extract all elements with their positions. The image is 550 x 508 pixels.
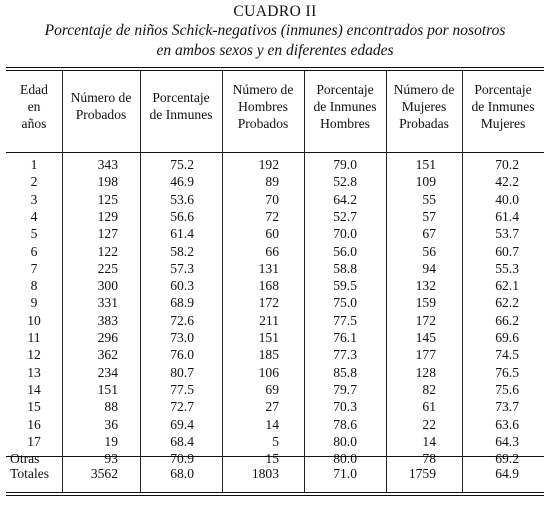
totals-porcentaje-hombres: 71.0	[333, 466, 357, 481]
table-caption	[0, 2, 550, 61]
row-14-edad: 14	[27, 381, 41, 397]
row-18-numero-mujeres: 78	[422, 451, 436, 467]
row-1-porcentaje-hombres: 79.0	[333, 157, 357, 172]
header-rule	[6, 152, 544, 153]
row-12-porcentaje-inmunes: 76.0	[170, 347, 194, 363]
row-13-porcentaje-hombres: 85.8	[333, 364, 357, 380]
header-edad	[6, 81, 62, 132]
row-8-edad: 8	[30, 278, 38, 294]
row-12-numero-probados: 362	[97, 347, 118, 363]
header-line: Número de	[393, 82, 455, 97]
row-8-numero-mujeres: 132	[415, 278, 436, 294]
header-line: Número de	[232, 82, 294, 97]
row-12-porcentaje-mujeres: 74.5	[495, 347, 519, 363]
table-title: CUADRO II	[233, 3, 317, 20]
header-line: Mujeres	[480, 116, 526, 131]
row-9-porcentaje-mujeres: 62.2	[495, 295, 519, 311]
row-2-porcentaje-hombres: 52.8	[333, 174, 357, 190]
row-7-porcentaje-inmunes: 57.3	[170, 260, 194, 276]
header-line: en	[27, 99, 41, 114]
row-11-edad: 11	[27, 330, 41, 345]
row-10-numero-hombres: 211	[259, 312, 279, 328]
row-6-numero-probados: 122	[97, 243, 118, 259]
row-6-numero-mujeres: 56	[422, 243, 436, 259]
row-17-numero-probados: 19	[104, 433, 118, 449]
header-line: de Inmunes	[313, 99, 377, 114]
row-2-numero-hombres: 89	[265, 174, 279, 190]
row-4-porcentaje-inmunes: 56.6	[170, 208, 194, 224]
row-6-porcentaje-mujeres: 60.7	[495, 243, 519, 259]
header-line: Probadas	[399, 116, 449, 131]
row-6-numero-hombres: 66	[265, 243, 279, 259]
header-line: años	[21, 116, 47, 131]
row-1-numero-hombres: 192	[258, 157, 279, 172]
row-1-edad: 1	[30, 157, 38, 172]
row-9-numero-hombres: 172	[258, 295, 279, 311]
row-15-porcentaje-inmunes: 72.7	[170, 399, 194, 415]
row-12-numero-mujeres: 177	[415, 347, 436, 363]
row-11-porcentaje-hombres: 76.1	[333, 330, 357, 345]
row-3-numero-hombres: 70	[265, 191, 279, 207]
header-line: de Inmunes	[471, 99, 535, 114]
row-12-edad: 12	[27, 347, 41, 363]
row-13-porcentaje-inmunes: 80.7	[170, 364, 194, 380]
bottom-double-rule	[6, 492, 544, 496]
header-line: Porcentaje	[152, 90, 210, 105]
row-8-porcentaje-mujeres: 62.1	[495, 278, 519, 294]
row-15-porcentaje-hombres: 70.3	[333, 399, 357, 415]
header-line: de Inmunes	[149, 107, 213, 122]
row-4-edad: 4	[30, 208, 38, 224]
row-10-edad: 10	[27, 312, 41, 328]
row-5-porcentaje-mujeres: 53.7	[495, 226, 519, 242]
row-7-numero-probados: 225	[97, 260, 118, 276]
header-numero-probados	[62, 89, 140, 123]
row-9-numero-probados: 331	[97, 295, 118, 311]
row-5-porcentaje-inmunes: 61.4	[170, 226, 194, 242]
row-15-numero-hombres: 27	[265, 399, 279, 415]
row-8-numero-hombres: 168	[258, 278, 279, 294]
row-10-numero-mujeres: 172	[415, 312, 436, 328]
row-9-porcentaje-hombres: 75.0	[333, 295, 357, 311]
row-13-edad: 13	[27, 364, 41, 380]
row-14-porcentaje-hombres: 79.7	[333, 381, 357, 397]
header-line: Mujeres	[401, 99, 447, 114]
row-7-porcentaje-hombres: 58.8	[333, 260, 357, 276]
row-4-porcentaje-mujeres: 61.4	[495, 208, 519, 224]
totals-numero-probados: 3562	[90, 466, 118, 481]
row-6-porcentaje-hombres: 56.0	[333, 243, 357, 259]
totals-numero-hombres: 1803	[251, 466, 279, 481]
row-8-numero-probados: 300	[97, 278, 118, 294]
row-16-porcentaje-inmunes: 69.4	[170, 416, 194, 432]
row-17-porcentaje-hombres: 80.0	[333, 433, 357, 449]
row-1-porcentaje-inmunes: 75.2	[170, 157, 194, 172]
header-porcentaje-mujeres	[462, 81, 544, 132]
row-14-porcentaje-inmunes: 77.5	[170, 381, 194, 397]
row-3-porcentaje-inmunes: 53.6	[170, 191, 194, 207]
row-7-edad: 7	[30, 260, 38, 276]
row-5-edad: 5	[30, 226, 38, 242]
row-3-numero-probados: 125	[97, 191, 118, 207]
row-9-porcentaje-inmunes: 68.9	[170, 295, 194, 311]
row-15-porcentaje-mujeres: 73.7	[495, 399, 519, 415]
header-line: Porcentaje	[474, 82, 532, 97]
row-16-numero-probados: 36	[104, 416, 118, 432]
row-10-porcentaje-mujeres: 66.2	[495, 312, 519, 328]
row-4-numero-probados: 129	[97, 208, 118, 224]
row-11-porcentaje-mujeres: 69.6	[495, 330, 519, 345]
row-2-numero-probados: 198	[97, 174, 118, 190]
totals-numero-mujeres: 1759	[408, 466, 436, 481]
row-16-porcentaje-hombres: 78.6	[333, 416, 357, 432]
header-line: Edad	[20, 82, 48, 97]
row-7-numero-hombres: 131	[258, 260, 279, 276]
row-16-numero-mujeres: 22	[422, 416, 436, 432]
header-numero-mujeres	[386, 81, 462, 132]
row-11-numero-probados: 296	[97, 330, 118, 345]
row-2-numero-mujeres: 109	[415, 174, 436, 190]
row-14-numero-probados: 151	[97, 381, 118, 397]
row-14-numero-mujeres: 82	[422, 381, 436, 397]
row-18-edad: Otras	[10, 451, 40, 467]
header-line: Número de	[70, 90, 132, 105]
totals-porcentaje-inmunes: 68.0	[170, 466, 194, 481]
row-5-numero-mujeres: 67	[422, 226, 436, 242]
row-5-porcentaje-hombres: 70.0	[333, 226, 357, 242]
row-14-porcentaje-mujeres: 75.6	[495, 381, 519, 397]
row-13-numero-mujeres: 128	[415, 364, 436, 380]
header-line: Hombres	[238, 99, 288, 114]
row-15-edad: 15	[27, 399, 41, 415]
row-15-numero-probados: 88	[104, 399, 118, 415]
row-3-porcentaje-mujeres: 40.0	[495, 191, 519, 207]
row-1-numero-mujeres: 151	[415, 157, 436, 172]
row-17-numero-mujeres: 14	[422, 433, 436, 449]
row-5-numero-probados: 127	[97, 226, 118, 242]
row-9-edad: 9	[30, 295, 38, 311]
row-2-porcentaje-inmunes: 46.9	[170, 174, 194, 190]
row-10-porcentaje-hombres: 77.5	[333, 312, 357, 328]
row-13-numero-probados: 234	[97, 364, 118, 380]
row-18-numero-hombres: 15	[265, 451, 279, 467]
row-16-edad: 16	[27, 416, 41, 432]
row-18-porcentaje-mujeres: 69.2	[495, 451, 519, 467]
totals-edad: Totales	[10, 466, 50, 481]
header-line: Porcentaje	[316, 82, 374, 97]
header-line: Probados	[237, 116, 289, 131]
row-3-edad: 3	[30, 191, 38, 207]
row-16-porcentaje-mujeres: 63.6	[495, 416, 519, 432]
row-2-edad: 2	[30, 174, 38, 190]
row-16-numero-hombres: 14	[265, 416, 279, 432]
row-10-numero-probados: 383	[97, 312, 118, 328]
row-8-porcentaje-inmunes: 60.3	[170, 278, 194, 294]
row-17-porcentaje-inmunes: 68.4	[170, 433, 194, 449]
row-17-numero-hombres: 5	[272, 433, 279, 449]
row-18-porcentaje-inmunes: 70.9	[170, 451, 194, 467]
row-13-porcentaje-mujeres: 76.5	[495, 364, 519, 380]
row-4-numero-hombres: 72	[265, 208, 279, 224]
row-9-numero-mujeres: 159	[415, 295, 436, 311]
row-6-edad: 6	[30, 243, 38, 259]
row-2-porcentaje-mujeres: 42.2	[495, 174, 519, 190]
row-5-numero-hombres: 60	[265, 226, 279, 242]
totals-porcentaje-mujeres: 64.9	[495, 466, 519, 481]
header-porcentaje-inmunes	[140, 89, 222, 123]
row-4-porcentaje-hombres: 52.7	[333, 208, 357, 224]
row-18-numero-probados: 93	[104, 451, 118, 467]
row-12-porcentaje-hombres: 77.3	[333, 347, 357, 363]
row-3-porcentaje-hombres: 64.2	[333, 191, 357, 207]
row-1-porcentaje-mujeres: 70.2	[495, 157, 519, 172]
row-1-numero-probados: 343	[97, 157, 118, 172]
row-8-porcentaje-hombres: 59.5	[333, 278, 357, 294]
row-4-numero-mujeres: 57	[422, 208, 436, 224]
table-subtitle-line-1: Porcentaje de niños Schick-negativos (inmunes) encontrados por nosotros	[44, 22, 506, 39]
header-line: Hombres	[320, 116, 370, 131]
header-porcentaje-hombres	[304, 81, 386, 132]
row-11-numero-mujeres: 145	[415, 330, 436, 345]
row-13-numero-hombres: 106	[258, 364, 279, 380]
header-line: Probados	[75, 107, 127, 122]
row-10-porcentaje-inmunes: 72.6	[170, 312, 194, 328]
top-double-rule	[6, 67, 544, 71]
row-7-porcentaje-mujeres: 55.3	[495, 260, 519, 276]
table-subtitle-line-2: en ambos sexos y en diferentes edades	[156, 42, 394, 59]
row-12-numero-hombres: 185	[258, 347, 279, 363]
row-7-numero-mujeres: 94	[422, 260, 436, 276]
row-11-porcentaje-inmunes: 73.0	[170, 330, 194, 345]
row-3-numero-mujeres: 55	[422, 191, 436, 207]
row-18-porcentaje-hombres: 80.0	[333, 451, 357, 467]
row-15-numero-mujeres: 61	[422, 399, 436, 415]
row-11-numero-hombres: 151	[258, 330, 279, 345]
row-17-edad: 17	[27, 433, 41, 449]
header-numero-hombres	[222, 81, 304, 132]
row-14-numero-hombres: 69	[265, 381, 279, 397]
row-6-porcentaje-inmunes: 58.2	[170, 243, 194, 259]
row-17-porcentaje-mujeres: 64.3	[495, 433, 519, 449]
